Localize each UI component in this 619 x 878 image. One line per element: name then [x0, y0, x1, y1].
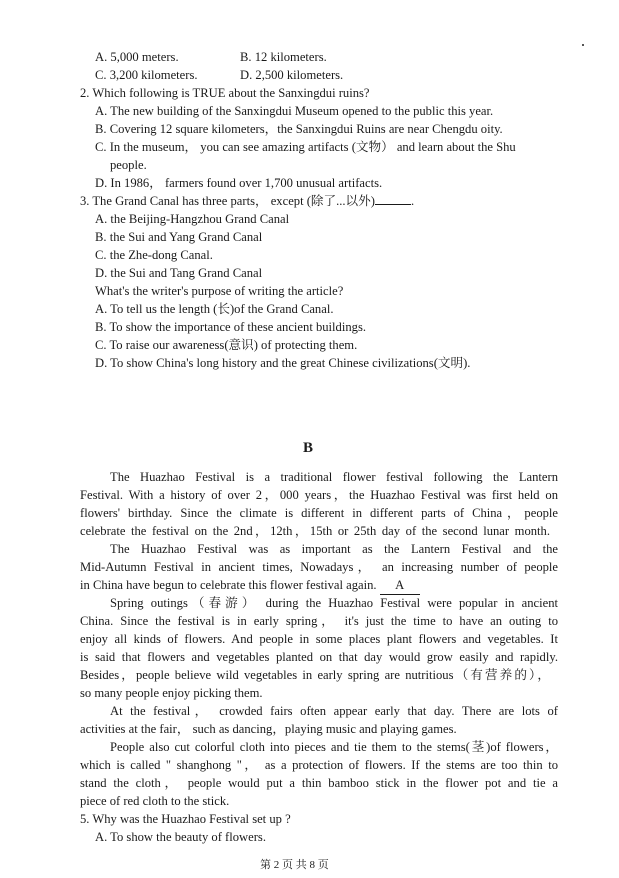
p1-line-3: flowers' birthday. Since the climate is different in different parts of China，people	[80, 506, 558, 520]
q2-stem: 2. Which following is TRUE about the Sanxingdui ruins?	[80, 86, 370, 100]
q3-stem	[80, 192, 414, 210]
q1-option-a: A. 5,000 meters.	[95, 50, 179, 64]
p5-line-2: which is called " shanghong "， as a protection of flowers. If the stems are too thin to	[80, 758, 558, 772]
p5-line-3: stand the cloth， people would put a thin bamboo stick in the flower pot and tie a	[80, 776, 558, 790]
p3-line-6: so many people enjoy picking them.	[80, 686, 263, 700]
q1-option-d: D. 2,500 kilometers.	[240, 68, 344, 82]
p3-line-4: is said that flowers and vegetables planted on that day would grow easily and rapidly.	[80, 650, 558, 664]
p4-line-2: activities at the fair， such as dancing，playing music and playing games.	[80, 722, 457, 736]
q2-option-c: C. In the museum， you can see amazing artifacts (文物） and learn about the Shu	[95, 140, 516, 154]
p2-line-3	[80, 576, 420, 595]
q5-stem: 5. Why was the Huazhao Festival set up ?	[80, 812, 291, 826]
p4-line-1: At the festival， crowded fairs often appear early that day. There are lots of	[110, 704, 558, 718]
q5-option-a: A. To show the beauty of flowers.	[95, 830, 266, 844]
q2-option-d: D. In 1986， farmers found over 1,700 unusual artifacts.	[95, 176, 383, 190]
p3-line-5: Besides，people believe wild vegetables in early spring are nutritious（有营养的），	[80, 668, 550, 682]
q3-stem-text: 3. The Grand Canal has three parts， except (除了...以外)	[80, 194, 375, 208]
section-b-heading: B	[303, 440, 314, 456]
p3-line-1: Spring outings（春游） during the Huazhao Festival were popular in ancient	[110, 596, 558, 610]
q3-option-c: C. the Zhe-dong Canal.	[95, 248, 213, 262]
p5-line-4: piece of red cloth to the stick.	[80, 794, 230, 808]
q4-option-d: D. To show China's long history and the great Chinese civilizations(文明).	[95, 356, 471, 370]
q3-option-a: A. the Beijing-Hangzhou Grand Canal	[95, 212, 290, 226]
q2-option-c-cont: people.	[110, 158, 147, 172]
p2-line-1: The Huazhao Festival was as important as the Lantern Festival and the	[110, 542, 558, 556]
p1-line-1: The Huazhao Festival is a traditional flower festival following the Lantern	[110, 470, 558, 484]
q2-option-a: A. The new building of the Sanxingdui Museum opened to the public this year.	[95, 104, 494, 118]
page-footer: 第 2 页 共 8 页	[260, 859, 329, 871]
q1-option-c: C. 3,200 kilometers.	[95, 68, 198, 82]
p3-line-2: China. Since the festival is in early spring， it's just the time to have an outing to	[80, 614, 558, 628]
q2-option-b: B. Covering 12 square kilometers，the Sanxingdui Ruins are near Chengdu oity.	[95, 122, 503, 136]
q4-stem: What's the writer's purpose of writing the article?	[95, 284, 344, 298]
q4-option-b: B. To show the importance of these ancient buildings.	[95, 320, 366, 334]
q3-stem-end: .	[410, 194, 415, 208]
p5-line-1: People also cut colorful cloth into pieces and tie them to the stems(茎)of flowers，	[110, 740, 558, 754]
q4-option-a: A. To tell us the length (长)of the Grand Canal.	[95, 302, 334, 316]
q1-option-b: B. 12 kilometers.	[240, 50, 327, 64]
p1-line-2: Festival. With a history of over 2，000 years，the Huazhao Festival was first held on	[80, 488, 558, 502]
scan-speck	[582, 44, 584, 46]
q3-option-d: D. the Sui and Tang Grand Canal	[95, 266, 263, 280]
p3-line-3: enjoy all kinds of flowers. And people in some places plant flowers and vegetables. It	[80, 632, 558, 646]
p2-line-2: Mid-Autumn Festival in ancient times, Nowadays， an increasing number of people	[80, 560, 558, 574]
q3-option-b: B. the Sui and Yang Grand Canal	[95, 230, 263, 244]
p1-line-4: celebrate the festival on the 2nd，12th，15th or 25th day of the second lunar month.	[80, 524, 550, 538]
p2-line-3-text: in China have begun to celebrate this flower festival again.	[80, 578, 377, 592]
blank-a: A	[380, 576, 420, 595]
answer-blank	[375, 204, 411, 205]
q4-option-c: C. To raise our awareness(意识) of protecting them.	[95, 338, 358, 352]
